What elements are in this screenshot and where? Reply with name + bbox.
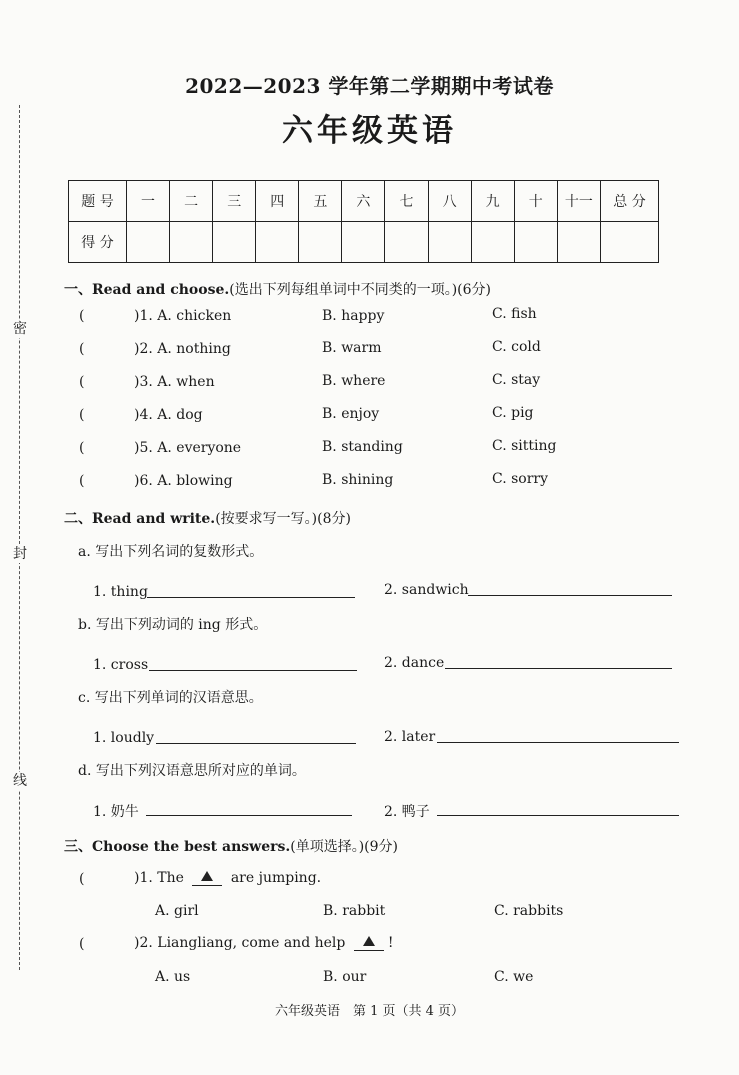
score-input-cell[interactable] [428, 222, 471, 263]
answer-paren[interactable]: ( [79, 407, 85, 423]
score-cell: 一 [127, 181, 170, 222]
item-option-b: B. shining [322, 472, 394, 488]
item-option-a: )6. A. blowing [134, 473, 233, 489]
q1-option-a: A. girl [155, 903, 199, 919]
question-1-suffix: are jumping. [230, 870, 322, 886]
q2-option-c: C. we [494, 969, 534, 985]
item-option-a: )3. A. when [134, 374, 215, 390]
item-option-b: B. happy [322, 308, 385, 324]
score-input-cell[interactable] [601, 222, 659, 263]
score-cell: 六 [342, 181, 385, 222]
item-option-c: C. sorry [492, 471, 549, 487]
blank-triangle [192, 871, 222, 886]
score-cell: 十一 [557, 181, 600, 222]
item-option-c: C. pig [492, 405, 534, 421]
answer-paren[interactable]: ( [79, 936, 85, 952]
answer-paren[interactable]: ( [79, 374, 85, 390]
score-input-cell[interactable] [557, 222, 600, 263]
section2-part-b: b. 写出下列动词的 ing 形式。 [78, 617, 268, 633]
answer-paren[interactable]: ( [79, 341, 85, 357]
question-1 [134, 870, 321, 886]
question-2 [134, 935, 393, 951]
item-option-b: B. warm [322, 340, 382, 356]
score-cell: 总 分 [601, 181, 659, 222]
triangle-icon [201, 871, 213, 881]
q1-option-b: B. rabbit [323, 903, 386, 919]
answer-blank[interactable] [445, 668, 672, 669]
blank-label: 2. sandwich [384, 582, 469, 598]
section3-note: (单项选择。)(9分) [290, 839, 398, 855]
question-2-prefix: )2. Liangliang, come and help [134, 935, 346, 951]
blank-triangle [354, 936, 384, 951]
answer-blank[interactable] [156, 743, 356, 744]
answer-blank[interactable] [149, 670, 357, 671]
score-cell: 八 [428, 181, 471, 222]
score-input-cell[interactable] [514, 222, 557, 263]
section2-part-d: d. 写出下列汉语意思所对应的单词。 [78, 763, 306, 779]
answer-paren[interactable]: ( [79, 473, 85, 489]
seal-dashed-line [19, 105, 20, 970]
subject-title: 六年级英语 [282, 113, 457, 149]
question-1-prefix: )1. The [134, 870, 184, 886]
score-table-score-row [69, 222, 659, 263]
section3-heading [64, 836, 398, 856]
section1-heading [64, 279, 491, 299]
section3-title: 三、Choose the best answers. [64, 839, 291, 855]
score-input-cell[interactable] [127, 222, 170, 263]
item-option-a: )5. A. everyone [134, 440, 242, 456]
answer-paren[interactable]: ( [79, 308, 85, 324]
score-cell: 题 号 [69, 181, 127, 222]
item-option-b: B. where [322, 373, 386, 389]
answer-blank[interactable] [437, 815, 679, 816]
score-cell: 九 [471, 181, 514, 222]
item-option-c: C. sitting [492, 438, 557, 454]
blank-label: 2. 鸭子 [384, 804, 430, 820]
q2-option-b: B. our [323, 969, 367, 985]
q2-option-a: A. us [155, 969, 191, 985]
seal-char-mi: 密 [13, 321, 27, 337]
score-input-cell[interactable] [471, 222, 514, 263]
answer-paren[interactable]: ( [79, 871, 85, 887]
item-option-c: C. stay [492, 372, 541, 388]
item-option-a: )2. A. nothing [134, 341, 231, 357]
section2-part-c: c. 写出下列单词的汉语意思。 [78, 690, 263, 706]
score-input-cell[interactable] [256, 222, 299, 263]
seal-char-feng: 封 [13, 546, 27, 562]
section2-note: (按要求写一写。)(8分) [215, 511, 351, 527]
blank-label: 2. later [384, 729, 436, 745]
blank-label: 2. dance [384, 655, 445, 671]
score-table-header-row [69, 181, 659, 222]
answer-blank[interactable] [468, 595, 672, 596]
q1-option-c: C. rabbits [494, 903, 564, 919]
score-cell: 三 [213, 181, 256, 222]
score-input-cell[interactable] [213, 222, 256, 263]
item-option-b: B. enjoy [322, 406, 380, 422]
answer-blank[interactable] [437, 742, 679, 743]
section1-note: (选出下列每组单词中不同类的一项。)(6分) [229, 282, 491, 298]
score-table [68, 180, 659, 263]
item-option-a: )4. A. dog [134, 407, 203, 423]
item-option-a: )1. A. chicken [134, 308, 232, 324]
question-2-suffix: ! [387, 935, 394, 951]
blank-label: 1. 奶牛 [93, 804, 139, 820]
blank-label: 1. loudly [93, 730, 155, 746]
exam-title: 2022—2023 学年第二学期期中考试卷 [185, 74, 554, 98]
score-input-cell[interactable] [299, 222, 342, 263]
section2-title: 二、Read and write. [64, 511, 216, 527]
answer-paren[interactable]: ( [79, 440, 85, 456]
blank-label: 1. thing [93, 584, 148, 600]
score-input-cell[interactable] [342, 222, 385, 263]
score-input-cell[interactable] [170, 222, 213, 263]
score-input-cell[interactable] [385, 222, 428, 263]
score-cell: 十 [514, 181, 557, 222]
triangle-icon [363, 936, 375, 946]
score-cell: 四 [256, 181, 299, 222]
score-cell: 五 [299, 181, 342, 222]
page-footer: 六年级英语 第 1 页（共 4 页） [274, 1004, 465, 1019]
answer-blank[interactable] [146, 815, 352, 816]
blank-label: 1. cross [93, 657, 149, 673]
section2-part-a: a. 写出下列名词的复数形式。 [78, 544, 264, 560]
seal-char-xian: 线 [13, 773, 27, 789]
score-cell: 七 [385, 181, 428, 222]
section1-title: 一、Read and choose. [64, 282, 230, 298]
answer-blank[interactable] [147, 597, 355, 598]
score-cell: 二 [170, 181, 213, 222]
item-option-b: B. standing [322, 439, 403, 455]
item-option-c: C. fish [492, 306, 537, 322]
score-row-label: 得 分 [69, 222, 127, 263]
section2-heading [64, 508, 351, 528]
item-option-c: C. cold [492, 339, 541, 355]
